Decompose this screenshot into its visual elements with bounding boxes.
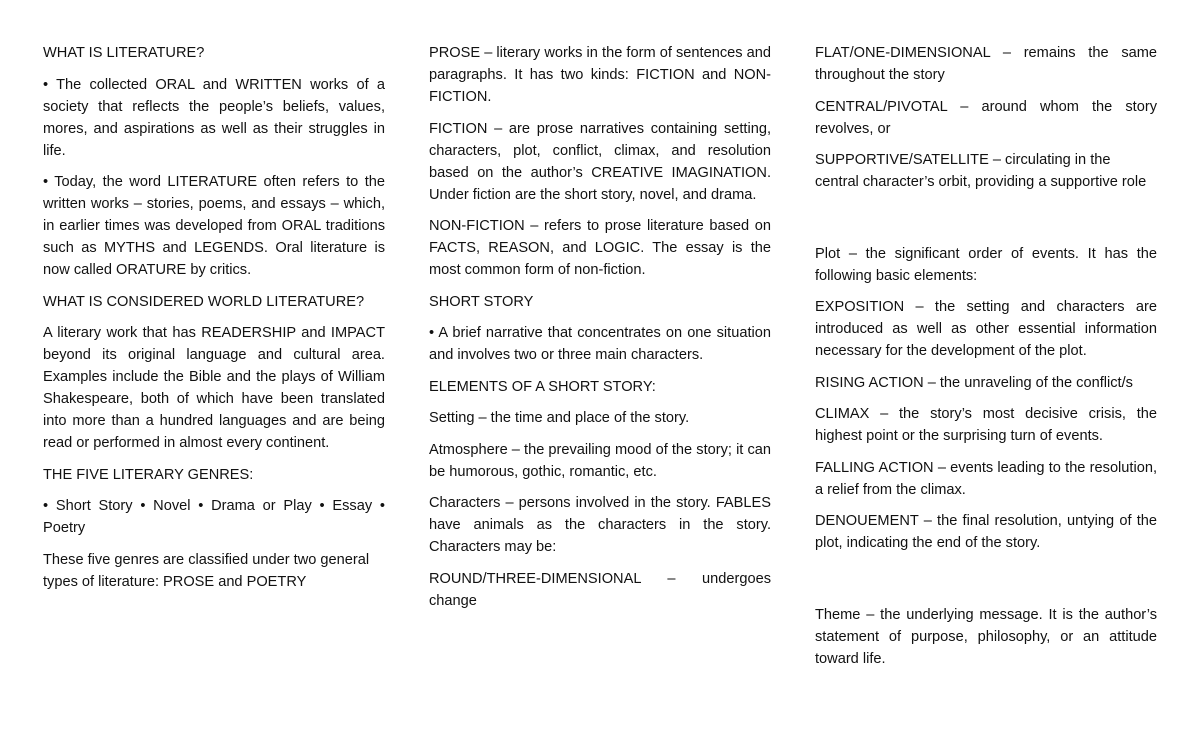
- paragraph-climax: CLIMAX – the story’s most decisive crisis, the highest point or the surprising turn of events.: [815, 406, 1157, 444]
- paragraph-atmosphere: Atmosphere – the prevailing mood of the story; it can be humorous, gothic, romantic, etc.: [429, 441, 771, 480]
- paragraph-denouement: DENOUEMENT – the final resolution, untying of the plot, indicating the end of the story.: [815, 513, 1157, 551]
- paragraph-flat-character: FLAT/ONE-DIMENSIONAL – remains the same throughout the story: [815, 45, 1157, 83]
- paragraph-non-fiction: NON-FICTION – refers to prose literature based on FACTS, REASON, and LOGIC. The essay is the most common form of non-fiction.: [429, 218, 771, 278]
- paragraph-short-story: • A brief narrative that concentrates on one situation and involves two or three main characters.: [429, 325, 771, 363]
- paragraph-world-literature: A literary work that has READERSHIP and IMPACT beyond its original language and cultural area. Examples include the Bible and the plays of William Shakespeare, both of which have been translated into more than a hundred languages and are being read or performed in almost every continent.: [43, 325, 385, 451]
- column-two: [429, 42, 771, 621]
- paragraph-setting: Setting – the time and place of the story.: [429, 410, 690, 426]
- paragraph-prose: PROSE – literary works in the form of sentences and paragraphs. It has two kinds: FICTION and NON-FICTION.: [429, 45, 771, 105]
- paragraph-central-character: CENTRAL/PIVOTAL – around whom the story revolves, or: [815, 98, 1157, 137]
- section-spacer: [815, 564, 1157, 604]
- heading-elements-short-story: ELEMENTS OF A SHORT STORY:: [429, 378, 656, 395]
- paragraph-fiction: FICTION – are prose narratives containing setting, characters, plot, conflict, climax, and resolution based on the author’s CREATIVE IMAGINATION. Under fiction are the short story, novel, and drama.: [429, 120, 771, 203]
- paragraph-supportive-character: SUPPORTIVE/SATELLITE – circulating in the central character’s orbit, providing a supportive role: [815, 152, 1147, 190]
- paragraph-exposition: EXPOSITION – the setting and characters are introduced as well as other essential information necessary for the development of the plot.: [815, 299, 1157, 359]
- heading-what-is-literature: WHAT IS LITERATURE?: [43, 45, 205, 61]
- paragraph-today-literature: • Today, the word LITERATURE often refers to the written works – stories, poems, and essays – which, in earlier times was developed from ORAL traditions such as MYTHS and LEGENDS. Oral literature is now called ORATURE by critics.: [43, 174, 385, 278]
- paragraph-rising-action: RISING ACTION – the unraveling of the conflict/s: [815, 374, 1133, 391]
- paragraph-plot: Plot – the significant order of events. It has the following basic elements:: [815, 245, 1157, 284]
- column-three: [815, 42, 1157, 679]
- column-one: [43, 42, 385, 602]
- paragraph-collected-works: • The collected ORAL and WRITTEN works of a society that reflects the people’s beliefs, values, mores, and aspirations as well as their struggles in life.: [43, 76, 385, 159]
- paragraph-round-character: ROUND/THREE-DIMENSIONAL – undergoes change: [429, 570, 771, 609]
- heading-short-story: SHORT STORY: [429, 293, 534, 310]
- section-spacer: [815, 203, 1157, 243]
- paragraph-falling-action: FALLING ACTION – events leading to the resolution, a relief from the climax.: [815, 459, 1157, 498]
- paragraph-genres-classified: These five genres are classified under two general types of literature: PROSE and POETRY: [43, 551, 370, 590]
- heading-world-literature: WHAT IS CONSIDERED WORLD LITERATURE?: [43, 293, 365, 310]
- paragraph-genres-list: • Short Story • Novel • Drama or Play • Essay • Poetry: [43, 498, 385, 536]
- paragraph-characters: Characters – persons involved in the story. FABLES have animals as the characters in the story. Characters may be:: [429, 495, 771, 555]
- paragraph-theme: Theme – the underlying message. It is the author’s statement of purpose, philosophy, or an attitude toward life.: [815, 606, 1157, 667]
- heading-five-genres: THE FIVE LITERARY GENRES:: [43, 466, 254, 483]
